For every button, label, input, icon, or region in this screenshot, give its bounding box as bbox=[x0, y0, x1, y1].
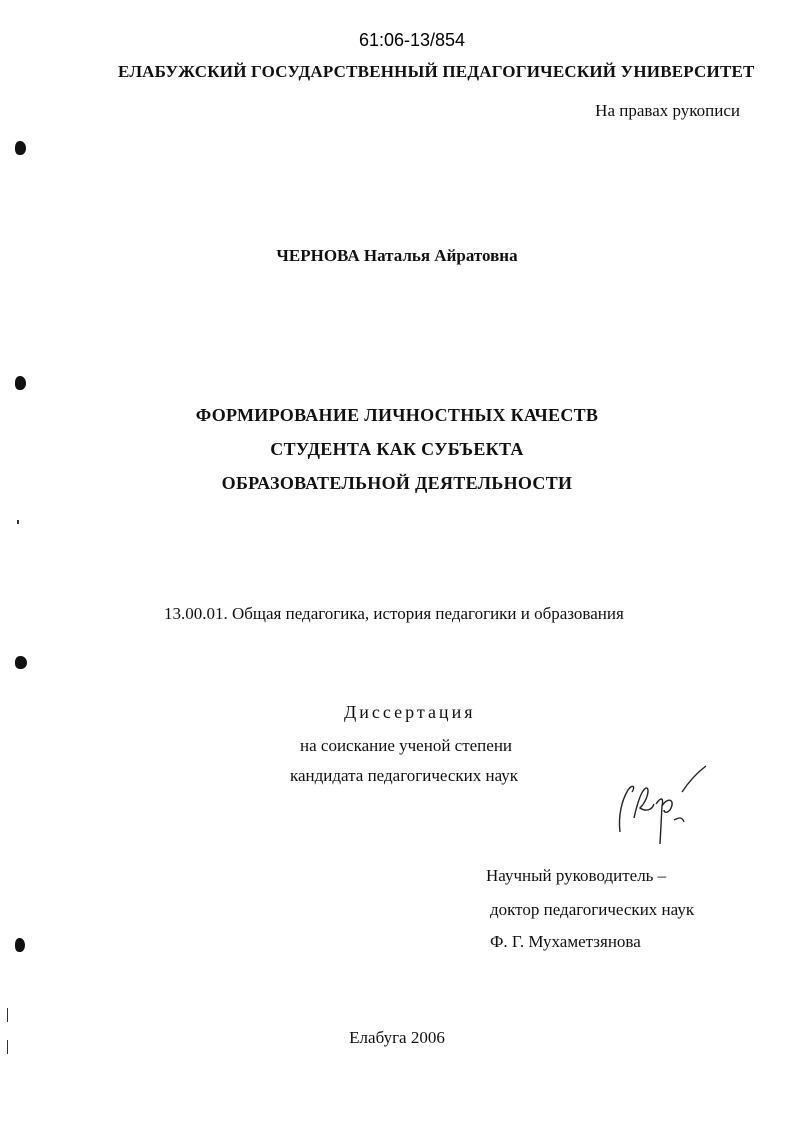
rights-notice: На правах рукописи bbox=[595, 101, 740, 120]
dissertation-degree: кандидата педагогических наук bbox=[290, 766, 519, 785]
supervisor-degree: доктор педагогических наук bbox=[490, 900, 695, 919]
supervisor-role: Научный руководитель – bbox=[486, 866, 667, 885]
city-year: Елабуга 2006 bbox=[349, 1028, 445, 1047]
title-line-3: ОБРАЗОВАТЕЛЬНОЙ ДЕЯТЕЛЬНОСТИ bbox=[221, 473, 573, 493]
university-name: ЕЛАБУЖСКИЙ ГОСУДАРСТВЕННЫЙ ПЕДАГОГИЧЕСКИЙ УНИВЕРСИТЕТ bbox=[118, 62, 755, 81]
punch-hole-mark bbox=[15, 656, 27, 669]
punch-hole-mark bbox=[15, 938, 25, 952]
scan-speck bbox=[7, 1040, 8, 1054]
scan-speck bbox=[17, 520, 19, 524]
dissertation-purpose: на соискание ученой степени bbox=[300, 736, 513, 755]
punch-hole-mark bbox=[15, 141, 26, 155]
author-name: ЧЕРНОВА Наталья Айратовна bbox=[276, 246, 518, 265]
title-line-2: СТУДЕНТА КАК СУБЪЕКТА bbox=[270, 439, 524, 459]
archive-stamp: 61:06-13/854 bbox=[358, 30, 466, 50]
specialty-code: 13.00.01. Общая педагогика, история педагогики и образования bbox=[164, 604, 624, 623]
scan-speck bbox=[7, 1008, 8, 1022]
punch-hole-mark bbox=[15, 376, 26, 390]
title-line-1: ФОРМИРОВАНИЕ ЛИЧНОСТНЫХ КАЧЕСТВ bbox=[195, 405, 599, 425]
handwritten-signature bbox=[612, 760, 712, 850]
dissertation-type: Диссертация bbox=[344, 702, 476, 722]
supervisor-name: Ф. Г. Мухаметзянова bbox=[490, 932, 641, 951]
